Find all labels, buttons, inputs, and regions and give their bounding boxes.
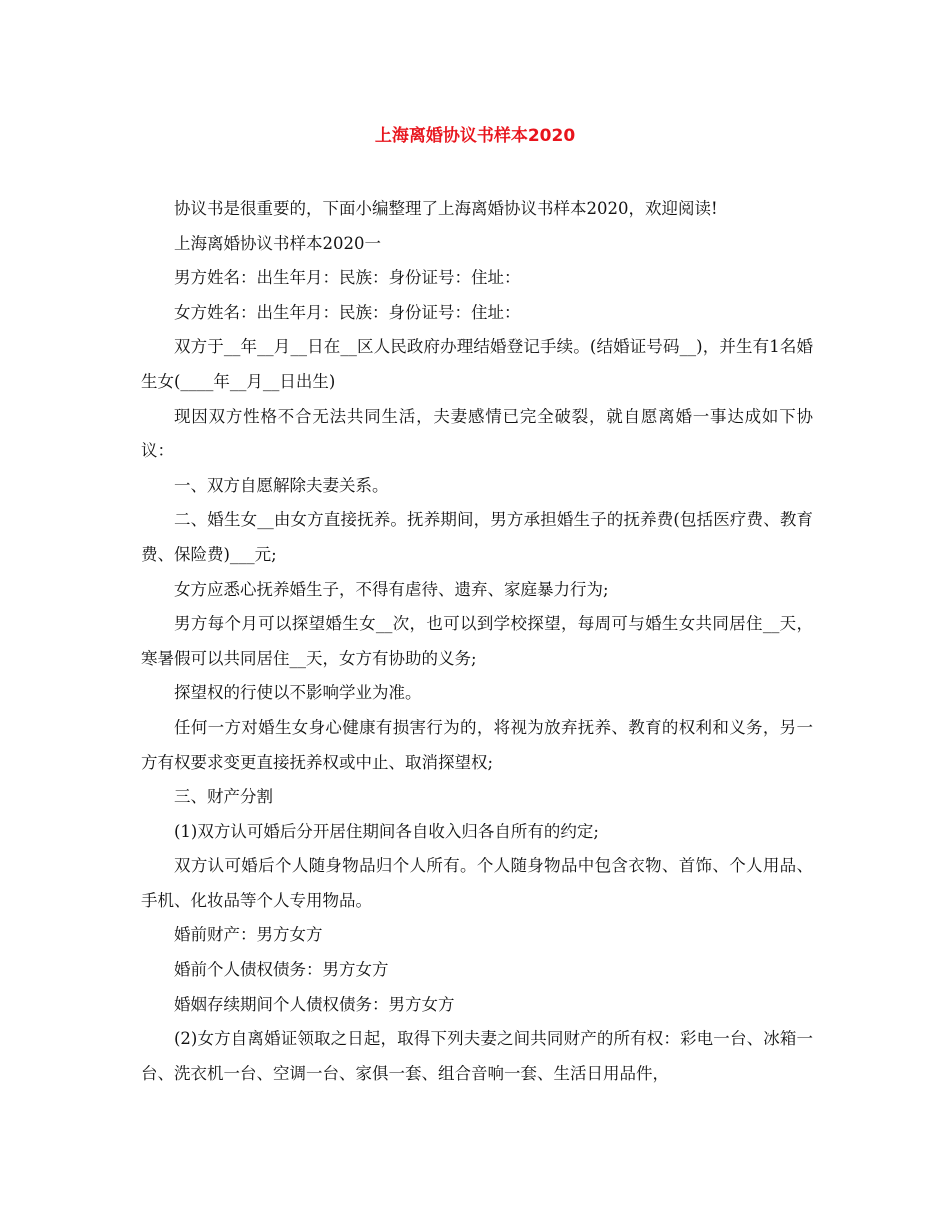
paragraph-visitation-rule: 探望权的行使以不影响学业为准。 (174, 683, 422, 703)
paragraph-marital-debts: 婚姻存续期间个人债权债务：男方女方 (174, 994, 455, 1014)
paragraph-marriage-registration: 双方于__年__月__日在__区人民政府办理结婚登记手续。(结婚证号码__)，并生有1名婚生女(____年__月__日出生) (141, 337, 813, 391)
paragraph-care-duty: 女方应悉心抚养婚生子，不得有虐待、遗弃、家庭暴力行为; (174, 579, 609, 599)
paragraph-clause-1: 一、双方自愿解除夫妻关系。 (174, 475, 389, 495)
paragraph-clause-2: 二、婚生女__由女方直接抚养。抚养期间，男方承担婚生子的抚养费(包括医疗费、教育费、保险费)___元; (141, 510, 813, 564)
paragraph-harm-clause: 任何一方对婚生女身心健康有损害行为的，将视为放弃抚养、教育的权利和义务，另一方有权要求变更直接抚养权或中止、取消探望权; (141, 717, 813, 772)
paragraph-visitation: 男方每个月可以探望婚生女__次，也可以到学校探望，每周可与婚生女共同居住__天，寒暑假可以共同居住__天，女方有协助的义务; (141, 614, 813, 668)
paragraph-female-info: 女方姓名：出生年月：民族：身份证号：住址： (174, 302, 521, 322)
document-title: 上海离婚协议书样本2020 (374, 126, 576, 146)
paragraph-property-2: (2)女方自离婚证领取之日起，取得下列夫妻之间共同财产的所有权：彩电一台、冰箱一台、洗衣机一台、空调一台、家俱一套、组合音响一套、生活日用品件， (141, 1029, 813, 1083)
paragraph-premarital-debts: 婚前个人债权债务：男方女方 (174, 960, 389, 980)
paragraph-clause-3: 三、财产分割 (174, 787, 273, 807)
paragraph-male-info: 男方姓名：出生年月：民族：身份证号：住址： (174, 268, 521, 288)
paragraph-premarital-property: 婚前财产：男方女方 (174, 925, 323, 945)
document-body (141, 192, 813, 1091)
paragraph-reason: 现因双方性格不合无法共同生活，夫妻感情已完全破裂，就自愿离婚一事达成如下协议： (141, 406, 813, 461)
paragraph-intro: 协议书是很重要的，下面小编整理了上海离婚协议书样本2020，欢迎阅读! (174, 199, 718, 218)
paragraph-sample-heading: 上海离婚协议书样本2020一 (174, 233, 381, 253)
paragraph-personal-items: 双方认可婚后个人随身物品归个人所有。个人随身物品中包含衣物、首饰、个人用品、手机、化妆品等个人专用物品。 (141, 856, 813, 910)
paragraph-property-1: (1)双方认可婚后分开居住期间各自收入归各自所有的约定; (174, 821, 599, 841)
